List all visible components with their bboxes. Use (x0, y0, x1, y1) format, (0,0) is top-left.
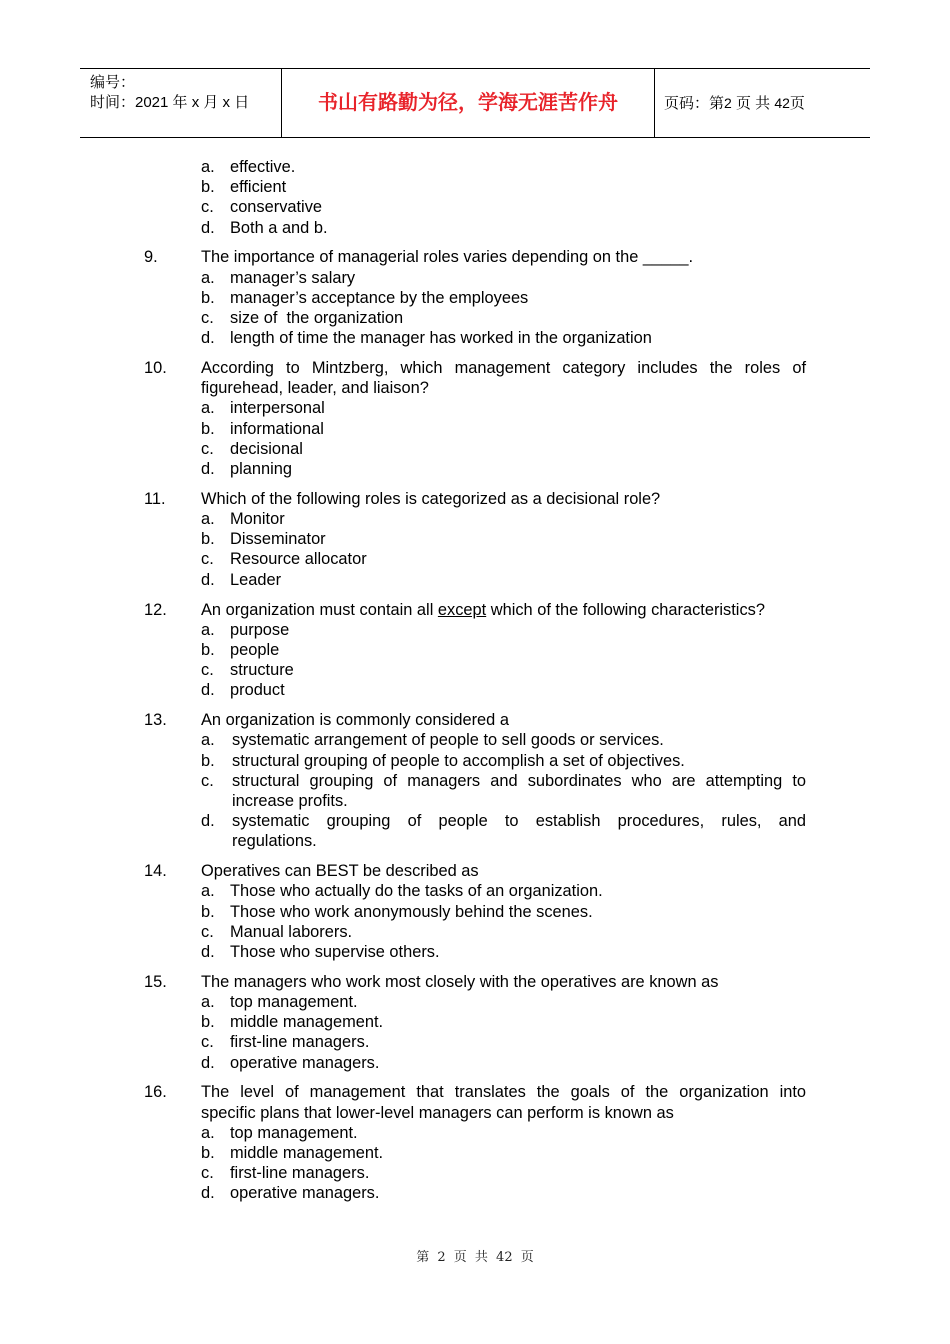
option-text: informational (230, 419, 324, 438)
question-text-continued: specific plans that lower-level managers can perform is known as (201, 1103, 674, 1122)
option-letter: c. (201, 550, 214, 569)
option-text: product (230, 681, 285, 700)
question-number: 16. (144, 1083, 167, 1102)
header-motto: 书山有路勤为径，学海无涯苦作舟 (281, 69, 655, 137)
option-text: Both a and b. (230, 218, 328, 237)
option (0, 439, 950, 459)
option-text-continued: increase profits. (232, 791, 348, 810)
option-letter: a. (201, 510, 215, 529)
question-text: The importance of managerial roles varies depending on the _____. (201, 248, 694, 267)
option-letter: d. (201, 1053, 215, 1072)
option (0, 771, 950, 791)
option-text: size of the organization (230, 309, 404, 327)
option-continued (0, 791, 950, 811)
option (0, 218, 950, 238)
option-text: first-line managers. (230, 1164, 370, 1183)
question-text: The managers who work most closely with the operatives are known as (201, 972, 719, 991)
option-letter: c. (201, 661, 214, 680)
option-letter: c. (201, 198, 214, 217)
option (0, 1012, 950, 1032)
option (0, 509, 950, 529)
page-header (80, 68, 870, 138)
question-number: 9. (144, 248, 158, 267)
option-letter: a. (201, 399, 215, 418)
question-text-continued: figurehead, leader, and liaison? (201, 379, 429, 398)
page-mid: 页 共 (735, 95, 771, 112)
option-text: manager’s salary (230, 268, 356, 287)
option-text: manager’s acceptance by the employees (230, 288, 529, 307)
question-number: 15. (144, 972, 167, 991)
option-text: Those who actually do the tasks of an organization. (230, 882, 603, 901)
option-text-continued: regulations. (232, 832, 317, 851)
option-text: effective. (230, 158, 296, 176)
option (0, 942, 950, 962)
option-text: people (230, 640, 280, 659)
option (0, 992, 950, 1012)
question-11 (0, 489, 950, 590)
option-text: Disseminator (230, 530, 326, 549)
option (0, 288, 950, 308)
option-letter: b. (201, 178, 215, 197)
option (0, 1053, 950, 1073)
option (0, 1032, 950, 1052)
option-text: systematic grouping of people to establish procedures, rules, and (232, 812, 806, 831)
option-text: structure (230, 661, 294, 680)
option (0, 157, 950, 177)
option-letter: d. (201, 681, 215, 700)
question-9 (0, 247, 950, 348)
option-text: systematic arrangement of people to sell goods or services. (232, 731, 664, 750)
option-letter: b. (201, 419, 215, 438)
option-letter: c. (201, 1164, 214, 1183)
option-text: Leader (230, 570, 282, 589)
option-text: Manual laborers. (230, 922, 353, 941)
option (0, 881, 950, 901)
option-letter: a. (201, 731, 215, 750)
option (0, 751, 950, 771)
option-text: first-line managers. (230, 1033, 370, 1052)
option-text: top management. (230, 992, 358, 1011)
option-letter: b. (201, 530, 215, 549)
option-letter: b. (201, 288, 215, 307)
option (0, 308, 950, 328)
page-footer: 第 2 页 共 42 页 (416, 1250, 534, 1265)
option (0, 529, 950, 549)
option-text: middle management. (230, 1143, 384, 1162)
option-letter: b. (201, 902, 215, 921)
option-letter: d. (201, 329, 215, 348)
option-text: Those who supervise others. (230, 942, 440, 961)
header-page-indicator (655, 69, 870, 137)
question-text: Which of the following roles is categorized as a decisional role? (201, 489, 661, 508)
header-info (80, 69, 281, 137)
option-letter: d. (201, 812, 215, 831)
option-text: structural grouping of managers and subordinates who are attempting to (232, 771, 806, 790)
page-prefix: 页码：第 (664, 95, 725, 112)
option (0, 922, 950, 942)
option-letter: b. (201, 1143, 215, 1162)
option (0, 1183, 950, 1203)
option (0, 419, 950, 439)
option-letter: b. (201, 640, 215, 659)
option-letter: c. (201, 309, 214, 327)
option-letter: a. (201, 158, 215, 176)
option-letter: d. (201, 570, 215, 589)
option-letter: a. (201, 620, 215, 639)
option-text: purpose (230, 620, 290, 639)
question-list (0, 157, 950, 1213)
option-text: top management. (230, 1123, 358, 1142)
option (0, 902, 950, 922)
option-letter: d. (201, 460, 215, 478)
option (0, 328, 950, 348)
option-text: Those who work anonymously behind the scenes. (230, 902, 593, 921)
option (0, 680, 950, 700)
question-15 (0, 972, 950, 1073)
option (0, 730, 950, 750)
question-number: 13. (144, 711, 167, 730)
option (0, 177, 950, 197)
option (0, 570, 950, 590)
option-letter: d. (201, 1184, 215, 1203)
question-text (201, 600, 806, 620)
option (0, 660, 950, 680)
option-text: Resource allocator (230, 550, 367, 569)
option-letter: b. (201, 1013, 215, 1032)
option-letter: d. (201, 218, 215, 237)
option-text: operative managers. (230, 1184, 380, 1203)
option (0, 620, 950, 640)
page-suffix: 页 (789, 95, 805, 112)
option-letter: a. (201, 992, 215, 1011)
question-14 (0, 861, 950, 962)
option (0, 549, 950, 569)
question-number: 12. (144, 600, 167, 619)
document-date: 时间：2021 年 x 月 x 日 (90, 94, 250, 111)
option-text: interpersonal (230, 399, 325, 418)
question-10 (0, 358, 950, 479)
page-total: 42 (774, 95, 790, 111)
option-text: efficient (230, 178, 287, 197)
question-13 (0, 710, 950, 851)
option-text: middle management. (230, 1013, 384, 1032)
option (0, 811, 950, 831)
question-text: Operatives can BEST be described as (201, 862, 479, 881)
option-letter: c. (201, 1033, 214, 1052)
question-text: According to Mintzberg, which management category includes the roles of (201, 359, 806, 378)
option (0, 268, 950, 288)
option-text: Monitor (230, 510, 285, 529)
option (0, 640, 950, 660)
option-continued (0, 831, 950, 851)
option-letter: a. (201, 268, 215, 287)
option (0, 459, 950, 479)
option (0, 1143, 950, 1163)
question-number: 11. (144, 489, 166, 508)
question-16 (0, 1082, 950, 1203)
question-text: The level of management that translates the goals of the organization into (201, 1083, 806, 1102)
option (0, 197, 950, 217)
option-letter: b. (201, 751, 215, 770)
question-emphasis: except (437, 600, 487, 619)
question-text-part: An organization must contain all (201, 600, 438, 619)
option-text: decisional (230, 439, 303, 458)
option-letter: c. (201, 771, 214, 790)
question-12 (0, 600, 950, 701)
option-letter: c. (201, 439, 214, 458)
question-number: 10. (144, 359, 167, 378)
option-letter: d. (201, 942, 215, 961)
option (0, 398, 950, 418)
question-text: An organization is commonly considered a (201, 711, 509, 730)
question-text-part: which of the following characteristics? (486, 600, 765, 619)
option-text: operative managers. (230, 1053, 380, 1072)
option-text: structural grouping of people to accomplish a set of objectives. (232, 751, 685, 770)
option-letter: a. (201, 882, 215, 901)
question-number: 14. (144, 862, 167, 881)
option-text: conservative (230, 198, 323, 217)
option-text: planning (230, 460, 292, 478)
option-letter: c. (201, 922, 214, 941)
page-current: 2 (724, 95, 732, 111)
question-8-options (0, 157, 950, 238)
option-letter: a. (201, 1123, 215, 1142)
option-text: length of time the manager has worked in the organization (230, 329, 652, 348)
document-number-label: 编号： (90, 74, 136, 91)
option (0, 1123, 950, 1143)
option (0, 1163, 950, 1183)
